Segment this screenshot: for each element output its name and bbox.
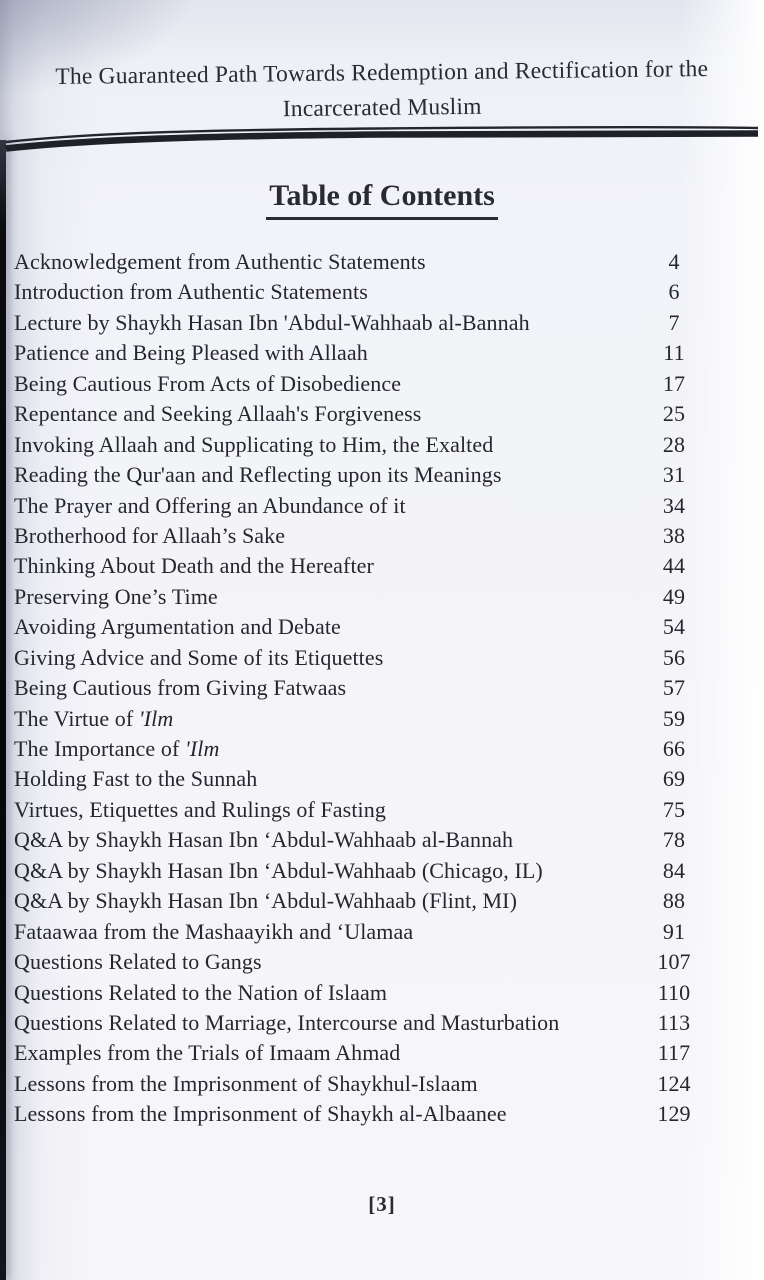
toc-entry-page-number: 4 [668,249,680,274]
toc-entry-title-italic: 'Ilm [138,705,174,731]
toc-entry-title [14,249,642,275]
toc-row [14,584,750,614]
toc-row [14,432,750,462]
toc-entry-title-text: Holding Fast to the Sunnah [14,766,258,792]
toc-entry-page-number: 6 [668,279,680,305]
toc-entry-page-number: 57 [662,675,686,701]
toc-entry-page-number: 129 [657,1101,691,1127]
toc-row [14,310,750,340]
toc-row [14,980,750,1010]
toc-entry-page-number: 75 [662,796,686,822]
toc-row [14,919,750,949]
toc-entry-page-number: 69 [662,766,686,792]
toc-entry-title [14,340,642,366]
toc-entry-title [14,1101,642,1127]
toc-row [14,827,750,857]
toc-entry-title-text: The Virtue of [14,705,139,731]
running-head-line1: The Guaranteed Path Towards Redemption and Rectification for the [55,56,709,90]
toc-row [14,493,750,523]
toc-entry-title-text: Being Cautious from Giving Fatwaas [14,675,347,701]
toc-entry-title-text: Patience and Being Pleased with Allaah [14,340,368,366]
toc-entry-page-number: 78 [662,827,686,853]
toc-row [14,736,750,766]
toc-entry-page-number: 56 [662,644,686,670]
toc-entry-title-text: Questions Related to the Nation of Islaam [14,979,388,1005]
toc-entry-title-text: Preserving One’s Time [14,583,218,609]
toc-entry-page-number: 34 [662,492,686,518]
toc-entry-title-text: Giving Advice and Some of its Etiquettes [14,644,384,670]
toc-row [14,1010,750,1040]
toc-entry-title [14,1010,642,1036]
toc-entry-page-number: 54 [662,614,686,640]
toc-row [14,553,750,583]
toc-entry-title-text: Brotherhood for Allaah’s Sake [14,522,286,548]
toc-entry-title [14,797,642,823]
toc-entry-page-number: 91 [662,918,686,944]
toc-entry-page-number: 38 [662,522,686,548]
toc-entry-title-text: Avoiding Argumentation and Debate [14,614,341,640]
toc-entry-page-number: 84 [662,857,686,883]
toc-entry-page-number: 17 [662,370,686,396]
toc-row [14,797,750,827]
toc-entry-title-text: Questions Related to Marriage, Intercourse and Masturbation [14,1009,560,1035]
toc-row [14,1040,750,1070]
toc-entry-title-text: Examples from the Trials of Imaam Ahmad [14,1040,401,1066]
toc-entry-page-number: 113 [657,1009,691,1035]
toc-entry-page-number: 11 [663,340,685,366]
toc-entry-page-number: 88 [662,888,686,914]
toc-row [14,523,750,553]
double-rule-divider [0,122,764,158]
toc-entry-title-text: The Importance of [14,736,186,761]
toc-entry-page-number: 59 [662,705,686,731]
page-title [0,179,764,220]
toc-entry-title-text: Lessons from the Imprisonment of Shaykhul-Islaam [14,1070,478,1096]
toc-row [14,1071,750,1101]
toc-entry-page-number: 107 [657,949,691,975]
toc-entry-title-text: Repentance and Seeking Allaah's Forgiveness [14,401,422,427]
toc-entry-title-text: Lessons from the Imprisonment of Shaykh al-Albaanee [14,1101,507,1127]
toc-entry-title [14,462,642,488]
toc-entry-page-number: 25 [662,401,686,427]
toc-row [14,340,750,370]
toc-entry-title [14,645,642,671]
toc-entry-page-number: 110 [657,979,691,1005]
toc-entry-title [14,1071,642,1097]
toc-row [14,766,750,796]
toc-entry-page-number: 66 [662,736,686,761]
toc-entry-page-number: 49 [662,583,686,609]
binding-gutter-shadow [0,140,6,1280]
toc-entry-title [14,371,642,397]
toc-row [14,949,750,979]
toc-entry-title [14,949,642,975]
toc-entry-title-text: Lecture by Shaykh Hasan Ibn 'Abdul-Wahhaab al-Bannah [14,309,530,335]
toc-entry-title-text: Virtues, Etiquettes and Rulings of Fasting [14,796,386,822]
toc-list [14,249,750,1132]
toc-entry-title [14,1040,642,1066]
toc-entry-title [14,980,642,1006]
toc-entry-title [14,827,642,853]
toc-row [14,1101,750,1131]
toc-entry-title [14,675,642,701]
toc-entry-title-text: Fataawaa from the Mashaayikh and ‘Ulamaa [14,918,414,944]
toc-entry-title [14,493,642,519]
toc-row [14,675,750,705]
toc-entry-title-text: Questions Related to Gangs [14,949,262,975]
toc-entry-title [14,706,642,732]
toc-entry-title [14,584,642,610]
toc-entry-title [14,736,642,762]
toc-row [14,462,750,492]
toc-row [14,249,750,279]
toc-entry-page-number: 124 [657,1070,691,1096]
toc-entry-title-text: Q&A by Shaykh Hasan Ibn ‘Abdul-Wahhaab (Flint, MI) [14,888,518,914]
toc-entry-title-text: Reading the Qur'aan and Reflecting upon its Meanings [14,462,502,488]
toc-entry-title [14,523,642,549]
toc-row [14,706,750,736]
toc-entry-title [14,888,642,914]
running-head [0,51,764,130]
running-head-line2: Incarcerated Muslim [282,93,482,123]
toc-row [14,279,750,309]
toc-entry-title-text: Invoking Allaah and Supplicating to Him, the Exalted [14,431,494,457]
toc-row [14,371,750,401]
page-title-text: Table of Contents [266,179,498,220]
toc-entry-title-text: Acknowledgement from Authentic Statements [14,249,426,274]
toc-row [14,401,750,431]
toc-entry-title-text: Q&A by Shaykh Hasan Ibn ‘Abdul-Wahhaab (Chicago, IL) [14,857,543,883]
toc-row [14,858,750,888]
toc-row [14,888,750,918]
toc-entry-title-text: Being Cautious From Acts of Disobedience [14,370,402,396]
toc-entry-page-number: 44 [662,553,686,579]
toc-entry-title-text: Thinking About Death and the Hereafter [14,553,374,579]
toc-row [14,614,750,644]
toc-entry-title [14,919,642,945]
toc-entry-title [14,432,642,458]
toc-entry-title [14,401,642,427]
toc-entry-title-italic: 'Ilm [185,736,220,761]
toc-entry-page-number: 31 [662,462,686,488]
toc-entry-title-text: Introduction from Authentic Statements [14,279,368,305]
page-number-folio: [3] [368,1192,396,1216]
toc-entry-title [14,553,642,579]
toc-entry-title [14,858,642,884]
toc-entry-title-text: Q&A by Shaykh Hasan Ibn ‘Abdul-Wahhaab al-Bannah [14,827,514,853]
toc-entry-title [14,279,642,305]
toc-entry-title [14,614,642,640]
toc-row [14,645,750,675]
toc-entry-page-number: 117 [657,1040,691,1066]
toc-entry-page-number: 28 [662,431,686,457]
toc-entry-title [14,310,642,336]
toc-entry-title-text: The Prayer and Offering an Abundance of it [14,492,406,518]
toc-entry-title [14,766,642,792]
toc-entry-page-number: 7 [668,309,680,335]
